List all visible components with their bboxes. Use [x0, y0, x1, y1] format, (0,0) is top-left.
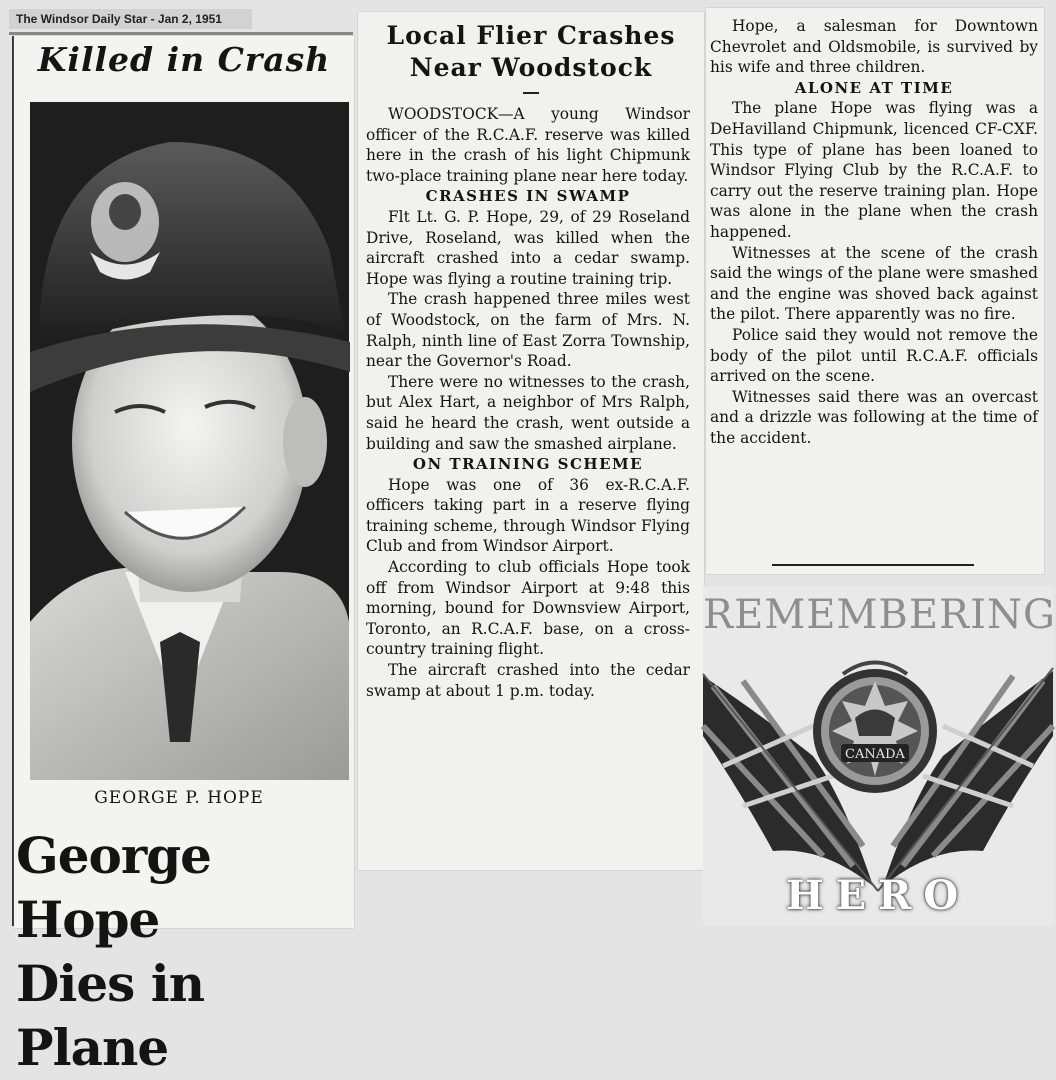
- portrait-illustration: [30, 102, 349, 780]
- article-column-3: [706, 8, 1044, 574]
- main-headline: [16, 824, 352, 1080]
- main-headline-line1: George Hope: [16, 826, 211, 949]
- paragraph: Witnesses said there was an overcast and a drizzle was following at the time of the accident.: [710, 387, 1038, 447]
- paragraph: Flt Lt. G. P. Hope, 29, of 29 Roseland Drive, Roseland, was killed when the aircraft crashed into a cedar swamp. Hope was flying a routine training trip.: [366, 207, 690, 288]
- top-rule: [9, 32, 353, 35]
- memorial-title: REMEMBERING: [703, 592, 1056, 638]
- memorial-graphic: [703, 586, 1056, 926]
- paragraph: The aircraft crashed into the cedar swamp at about 1 p.m. today.: [366, 661, 690, 700]
- source-label: The Windsor Daily Star - Jan 2, 1951: [9, 9, 252, 29]
- article-headline-line2: Near Woodstock: [409, 53, 653, 82]
- subheading: ALONE AT TIME: [794, 78, 954, 97]
- paragraph: There were no witnesses to the crash, but Alex Hart, a neighbor of Mrs Ralph, said he heard the crash, went outside a building and saw the smashed airplane.: [366, 372, 690, 453]
- article-body-3: [710, 16, 1038, 448]
- photo-caption: GEORGE P. HOPE: [94, 788, 264, 808]
- paragraph: The crash happened three miles west of Woodstock, on the farm of Mrs. N. Ralph, ninth line of East Zorra Township, near the Governor's Road.: [366, 290, 690, 371]
- flags-emblem: [703, 646, 1053, 906]
- memorial-subtitle: HERO: [785, 872, 971, 919]
- paragraph: Hope, a salesman for Downtown Chevrolet and Oldsmobile, is survived by his wife and three children.: [710, 17, 1038, 77]
- headline-divider: [523, 92, 539, 94]
- end-rule: [772, 564, 974, 566]
- portrait-photo: [30, 102, 349, 780]
- paragraph: Witnesses at the scene of the crash said the wings of the plane were smashed and the engine was shoved back against the pilot. There apparently was no fire.: [710, 243, 1038, 324]
- paragraph: WOODSTOCK—A young Windsor officer of the R.C.A.F. reserve was killed here in the crash of his light Chipmunk two-place training plane near here today.: [366, 105, 690, 185]
- article-headline: [358, 20, 704, 84]
- emblem-label: CANADA: [845, 747, 905, 762]
- article-column-2: [358, 12, 704, 870]
- photo-clipping: [14, 36, 354, 1077]
- kicker-headline: Killed in Crash: [37, 40, 331, 79]
- paragraph: According to club officials Hope took off from Windsor Airport at 9:48 this morning, bound for Downsview Airport, Toronto, an R.C.A.F. base, on a cross-country training flight.: [366, 558, 690, 659]
- subheading: ON TRAINING SCHEME: [412, 455, 644, 474]
- paragraph: Hope was one of 36 ex-R.C.A.F. officers taking part in a reserve flying training scheme, through Windsor Flying Club and from Windsor Airport.: [366, 475, 690, 556]
- main-headline-line2: Dies in Plane: [16, 954, 205, 1077]
- subheading: CRASHES IN SWAMP: [425, 187, 631, 206]
- article-headline-line1: Local Flier Crashes: [386, 21, 676, 50]
- article-body-2: [366, 104, 690, 701]
- paragraph: Police said they would not remove the body of the pilot until R.C.A.F. officials arrived on the scene.: [710, 325, 1038, 386]
- paragraph: The plane Hope was flying was a DeHavilland Chipmunk, licenced CF-CXF. This type of plane has been loaned to Windsor Flying Club by the R.C.A.F. to carry out the reserve training plan. Hope was alone in the plane when the crash happened.: [710, 99, 1038, 241]
